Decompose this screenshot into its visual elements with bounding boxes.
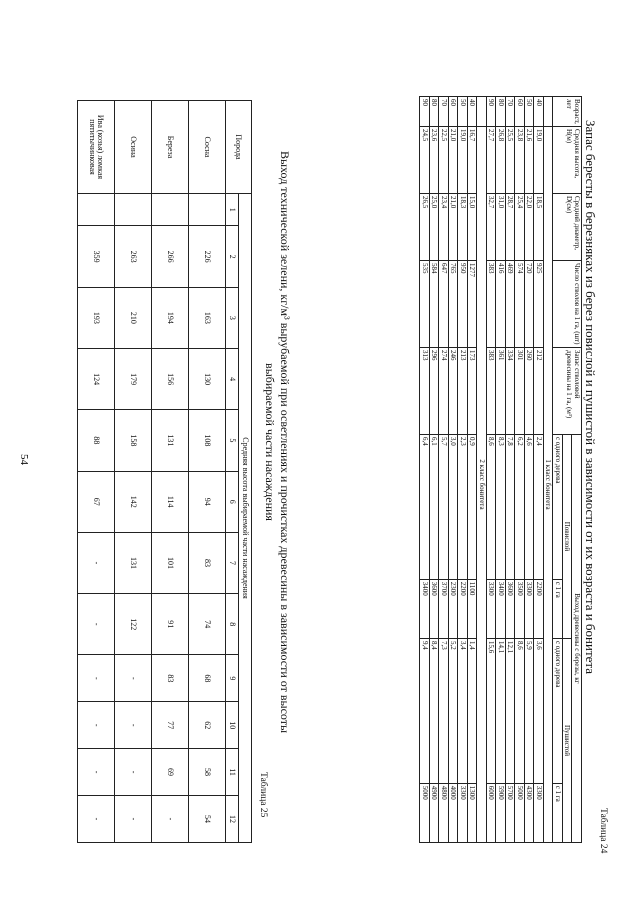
table-cell: 60: [515, 97, 525, 127]
table-cell: 23,6: [430, 126, 440, 193]
table-cell: 101: [152, 532, 189, 593]
table-cell: 6,4: [420, 434, 430, 579]
table-cell: 2,3: [458, 434, 468, 579]
table-cell: 108: [189, 410, 226, 471]
table-cell: 25,4: [515, 193, 525, 260]
table-cell: 22,5: [439, 126, 449, 193]
table-cell: 246: [449, 347, 459, 434]
table-cell: 3300: [534, 783, 544, 842]
table-cell: 21,6: [525, 126, 535, 193]
header-stock: Запас стволовой древесины на 1 га, (м³): [553, 347, 582, 434]
table-cell: -: [78, 594, 115, 655]
table-cell: 4300: [525, 783, 535, 842]
header-height: Средняя высота, Н(м): [553, 126, 582, 193]
table-cell: 5000: [515, 783, 525, 842]
table-cell: 2300: [449, 579, 459, 638]
header-age: Возраст, лет: [553, 97, 582, 127]
table-cell: 266: [152, 226, 189, 287]
table-cell: 40: [534, 97, 544, 127]
table-cell: 62: [189, 702, 226, 749]
table-cell: 3,6: [534, 638, 544, 783]
bonitet-class-label: 2 класс бонитета: [477, 126, 487, 842]
header-per-tree: с одного дерева: [553, 434, 563, 579]
table-cell: 142: [115, 471, 152, 532]
table-cell: 5,2: [449, 638, 459, 783]
table-cell: 18,5: [534, 193, 544, 260]
table-cell: 8,4: [430, 638, 440, 783]
table-cell: 15,0: [468, 193, 478, 260]
table-cell: 950: [458, 260, 468, 347]
table-cell: 6000: [487, 783, 497, 842]
table-cell: 213: [458, 347, 468, 434]
table-cell: 32,7: [487, 193, 497, 260]
table25: [77, 100, 252, 843]
table-row: [534, 97, 544, 843]
table-cell: 383: [487, 260, 497, 347]
table-cell: 1300: [468, 783, 478, 842]
table-cell: [152, 194, 189, 226]
table-cell: 83: [189, 532, 226, 593]
table-cell: 94: [189, 471, 226, 532]
table-row: [78, 101, 115, 843]
table24: [420, 96, 583, 843]
table-cell: 3300: [458, 783, 468, 842]
table-cell: 4,6: [525, 434, 535, 579]
table-cell: 114: [152, 471, 189, 532]
table-cell: 54: [189, 795, 226, 842]
table-cell: 3,4: [458, 638, 468, 783]
header-per-ha: с 1 га: [553, 579, 563, 638]
table-row: [152, 101, 189, 843]
table-cell: 4800: [439, 783, 449, 842]
table-cell: -: [78, 702, 115, 749]
table-cell: 4000: [449, 783, 459, 842]
table-cell: 3300: [487, 579, 497, 638]
table-cell: 1100: [468, 579, 478, 638]
table24-header-row: [572, 97, 582, 843]
table-cell: 58: [189, 749, 226, 796]
table-cell: 535: [420, 260, 430, 347]
table-cell: 131: [152, 410, 189, 471]
table-cell: 3700: [439, 579, 449, 638]
table-cell: 2200: [458, 579, 468, 638]
table-row: [439, 97, 449, 843]
table-row: [468, 97, 478, 843]
species-cell: Ива (козья) ломкая пятитычинковая: [78, 101, 115, 194]
table-cell: 574: [515, 260, 525, 347]
table-cell: 193: [78, 287, 115, 348]
table-cell: 720: [525, 260, 535, 347]
table-cell: 361: [496, 347, 506, 434]
table-row: [189, 101, 226, 843]
table-cell: 70: [439, 97, 449, 127]
table-cell: [78, 194, 115, 226]
table-cell: 15,6: [487, 638, 497, 783]
table-cell: 5000: [420, 783, 430, 842]
header-count: Число стволов на 1 га, (шт): [553, 260, 582, 347]
table-cell: 274: [439, 347, 449, 434]
table-cell: 3300: [525, 579, 535, 638]
table-cell: 25,5: [506, 126, 516, 193]
table-cell: 334: [506, 347, 516, 434]
header-diameter: Средний диаметр, D(см): [553, 193, 582, 260]
table-cell: 83: [152, 655, 189, 702]
table-cell: 313: [420, 347, 430, 434]
column-number: 11: [226, 749, 239, 796]
table-cell: 3,0: [449, 434, 459, 579]
header-pubescens: Пушистой: [563, 638, 573, 842]
table25-title-line1: [262, 122, 292, 762]
bonitet-class-row: [477, 97, 487, 843]
table-cell: 359: [78, 226, 115, 287]
table-cell: 131: [115, 532, 152, 593]
table25-columns-row: [226, 101, 239, 843]
table-cell: 14,1: [496, 638, 506, 783]
table-row: [420, 97, 430, 843]
page-number: 54: [18, 454, 30, 465]
table-cell: 67: [78, 471, 115, 532]
table-cell: 2200: [534, 579, 544, 638]
table-cell: 25,0: [430, 193, 440, 260]
table-cell: 3600: [506, 579, 516, 638]
column-number: 12: [226, 795, 239, 842]
table-cell: 74: [189, 594, 226, 655]
table-cell: 2,4: [534, 434, 544, 579]
species-cell: Осина: [115, 101, 152, 194]
table-cell: 27,7: [487, 126, 497, 193]
table-cell: 7,8: [506, 434, 516, 579]
column-number: 9: [226, 655, 239, 702]
table-cell: 8,3: [496, 434, 506, 579]
table-cell: 3600: [430, 579, 440, 638]
table-cell: 5900: [496, 783, 506, 842]
table-cell: 7,3: [439, 638, 449, 783]
table-cell: 6,1: [430, 434, 440, 579]
table-cell: 416: [496, 260, 506, 347]
table-cell: 469: [506, 260, 516, 347]
table-cell: 19,0: [534, 126, 544, 193]
table-cell: 260: [525, 347, 535, 434]
table25-caption: Таблица 25: [258, 772, 268, 818]
table-cell: 4900: [430, 783, 440, 842]
table-cell: -: [78, 795, 115, 842]
species-cell: Сосна: [189, 101, 226, 194]
header-species: Порода: [226, 101, 252, 194]
table-cell: 5700: [506, 783, 516, 842]
table-cell: 647: [439, 260, 449, 347]
table-cell: -: [115, 749, 152, 796]
table-cell: 24,5: [420, 126, 430, 193]
table-cell: -: [78, 532, 115, 593]
table-row: [525, 97, 535, 843]
table-cell: 12,1: [506, 638, 516, 783]
table25-header-row: [239, 101, 252, 843]
table-cell: 16,7: [468, 126, 478, 193]
column-number: 5: [226, 410, 239, 471]
bonitet-class-label: 1 класс бонитета: [544, 126, 554, 842]
table-cell: 212: [534, 347, 544, 434]
species-cell: Береза: [152, 101, 189, 194]
table24-title: Запас бересты в березняках из берез повислой и пушистой в зависимости от их возраста и бонитета: [583, 120, 598, 675]
table-cell: 21,0: [449, 193, 459, 260]
column-number: 6: [226, 471, 239, 532]
table-cell: 9,4: [420, 638, 430, 783]
table-cell: [115, 194, 152, 226]
table-cell: 50: [525, 97, 535, 127]
column-number: 8: [226, 594, 239, 655]
table-cell: 31,0: [496, 193, 506, 260]
column-number: 7: [226, 532, 239, 593]
table-row: [430, 97, 440, 843]
column-number: 2: [226, 226, 239, 287]
table-cell: 584: [430, 260, 440, 347]
table-cell: 3400: [496, 579, 506, 638]
table-cell: 68: [189, 655, 226, 702]
table-cell: 3400: [420, 579, 430, 638]
table25-title: Выход технической зелени, кг/м³ вырубаемой при осветлениях и прочистках древесины в зависимости от высоты выбираемой части насаждения: [263, 150, 292, 734]
table-cell: 88: [78, 410, 115, 471]
table-cell: 8,6: [515, 638, 525, 783]
table-cell: -: [152, 795, 189, 842]
table-cell: 26,5: [420, 193, 430, 260]
column-number: 1: [226, 194, 239, 226]
table-cell: 263: [115, 226, 152, 287]
table-cell: 5,7: [439, 434, 449, 579]
table-cell: 156: [152, 349, 189, 410]
header-per-tree: с одного дерева: [553, 638, 563, 783]
table-cell: 90: [487, 97, 497, 127]
table24-caption: Таблица 24: [598, 808, 608, 854]
table-cell: 124: [78, 349, 115, 410]
table-cell: -: [78, 749, 115, 796]
column-number: 4: [226, 349, 239, 410]
table-row: [487, 97, 497, 843]
header-per-ha: с 1 га: [553, 783, 563, 842]
table-cell: -: [115, 702, 152, 749]
table-cell: 210: [115, 287, 152, 348]
column-number: 3: [226, 287, 239, 348]
table-row: [115, 101, 152, 843]
table-cell: 3500: [515, 579, 525, 638]
table25-body: [78, 101, 252, 843]
table-cell: 60: [449, 97, 459, 127]
table-cell: -: [115, 655, 152, 702]
bonitet-class-row: [544, 97, 554, 843]
table-row: [515, 97, 525, 843]
column-number: 10: [226, 702, 239, 749]
table-cell: -: [78, 655, 115, 702]
table-cell: 301: [515, 347, 525, 434]
table-cell: 69: [152, 749, 189, 796]
header-yield: Выход древесины с березы, кг: [572, 434, 582, 842]
table-cell: 296: [430, 347, 440, 434]
table-cell: 383: [487, 347, 497, 434]
table-cell: 19,0: [458, 126, 468, 193]
table-cell: 80: [430, 97, 440, 127]
header-height: Средняя высота выбираемой части насаждения: [239, 194, 252, 843]
table-row: [449, 97, 459, 843]
table-cell: 26,8: [496, 126, 506, 193]
table-cell: 80: [496, 97, 506, 127]
table-cell: 226: [189, 226, 226, 287]
table-cell: 925: [534, 260, 544, 347]
table-cell: 1,4: [468, 638, 478, 783]
table-cell: 28,7: [506, 193, 516, 260]
table-cell: 8,6: [487, 434, 497, 579]
table-cell: 1277: [468, 260, 478, 347]
table-cell: 765: [449, 260, 459, 347]
table-cell: 5,9: [525, 638, 535, 783]
table-cell: 77: [152, 702, 189, 749]
table-cell: 90: [420, 97, 430, 127]
table-cell: 122: [115, 594, 152, 655]
table-row: [506, 97, 516, 843]
row-cell: [544, 97, 554, 127]
table-cell: 163: [189, 287, 226, 348]
table-cell: 22,0: [525, 193, 535, 260]
table24-body: [420, 97, 582, 843]
header-pendula: Повислой: [563, 434, 573, 638]
row-cell: [477, 97, 487, 127]
table-cell: 21,0: [449, 126, 459, 193]
table-cell: 173: [468, 347, 478, 434]
table-row: [496, 97, 506, 843]
table-cell: 0,9: [468, 434, 478, 579]
table-cell: 23,4: [439, 193, 449, 260]
table-row: [458, 97, 468, 843]
table-cell: 50: [458, 97, 468, 127]
table-cell: 23,8: [515, 126, 525, 193]
table-cell: [189, 194, 226, 226]
table-cell: 179: [115, 349, 152, 410]
table-cell: 91: [152, 594, 189, 655]
table-cell: 70: [506, 97, 516, 127]
table-cell: 158: [115, 410, 152, 471]
table-cell: 194: [152, 287, 189, 348]
table-cell: -: [115, 795, 152, 842]
table-cell: 40: [468, 97, 478, 127]
table-cell: 18,3: [458, 193, 468, 260]
table-cell: 130: [189, 349, 226, 410]
table-cell: 6,2: [515, 434, 525, 579]
